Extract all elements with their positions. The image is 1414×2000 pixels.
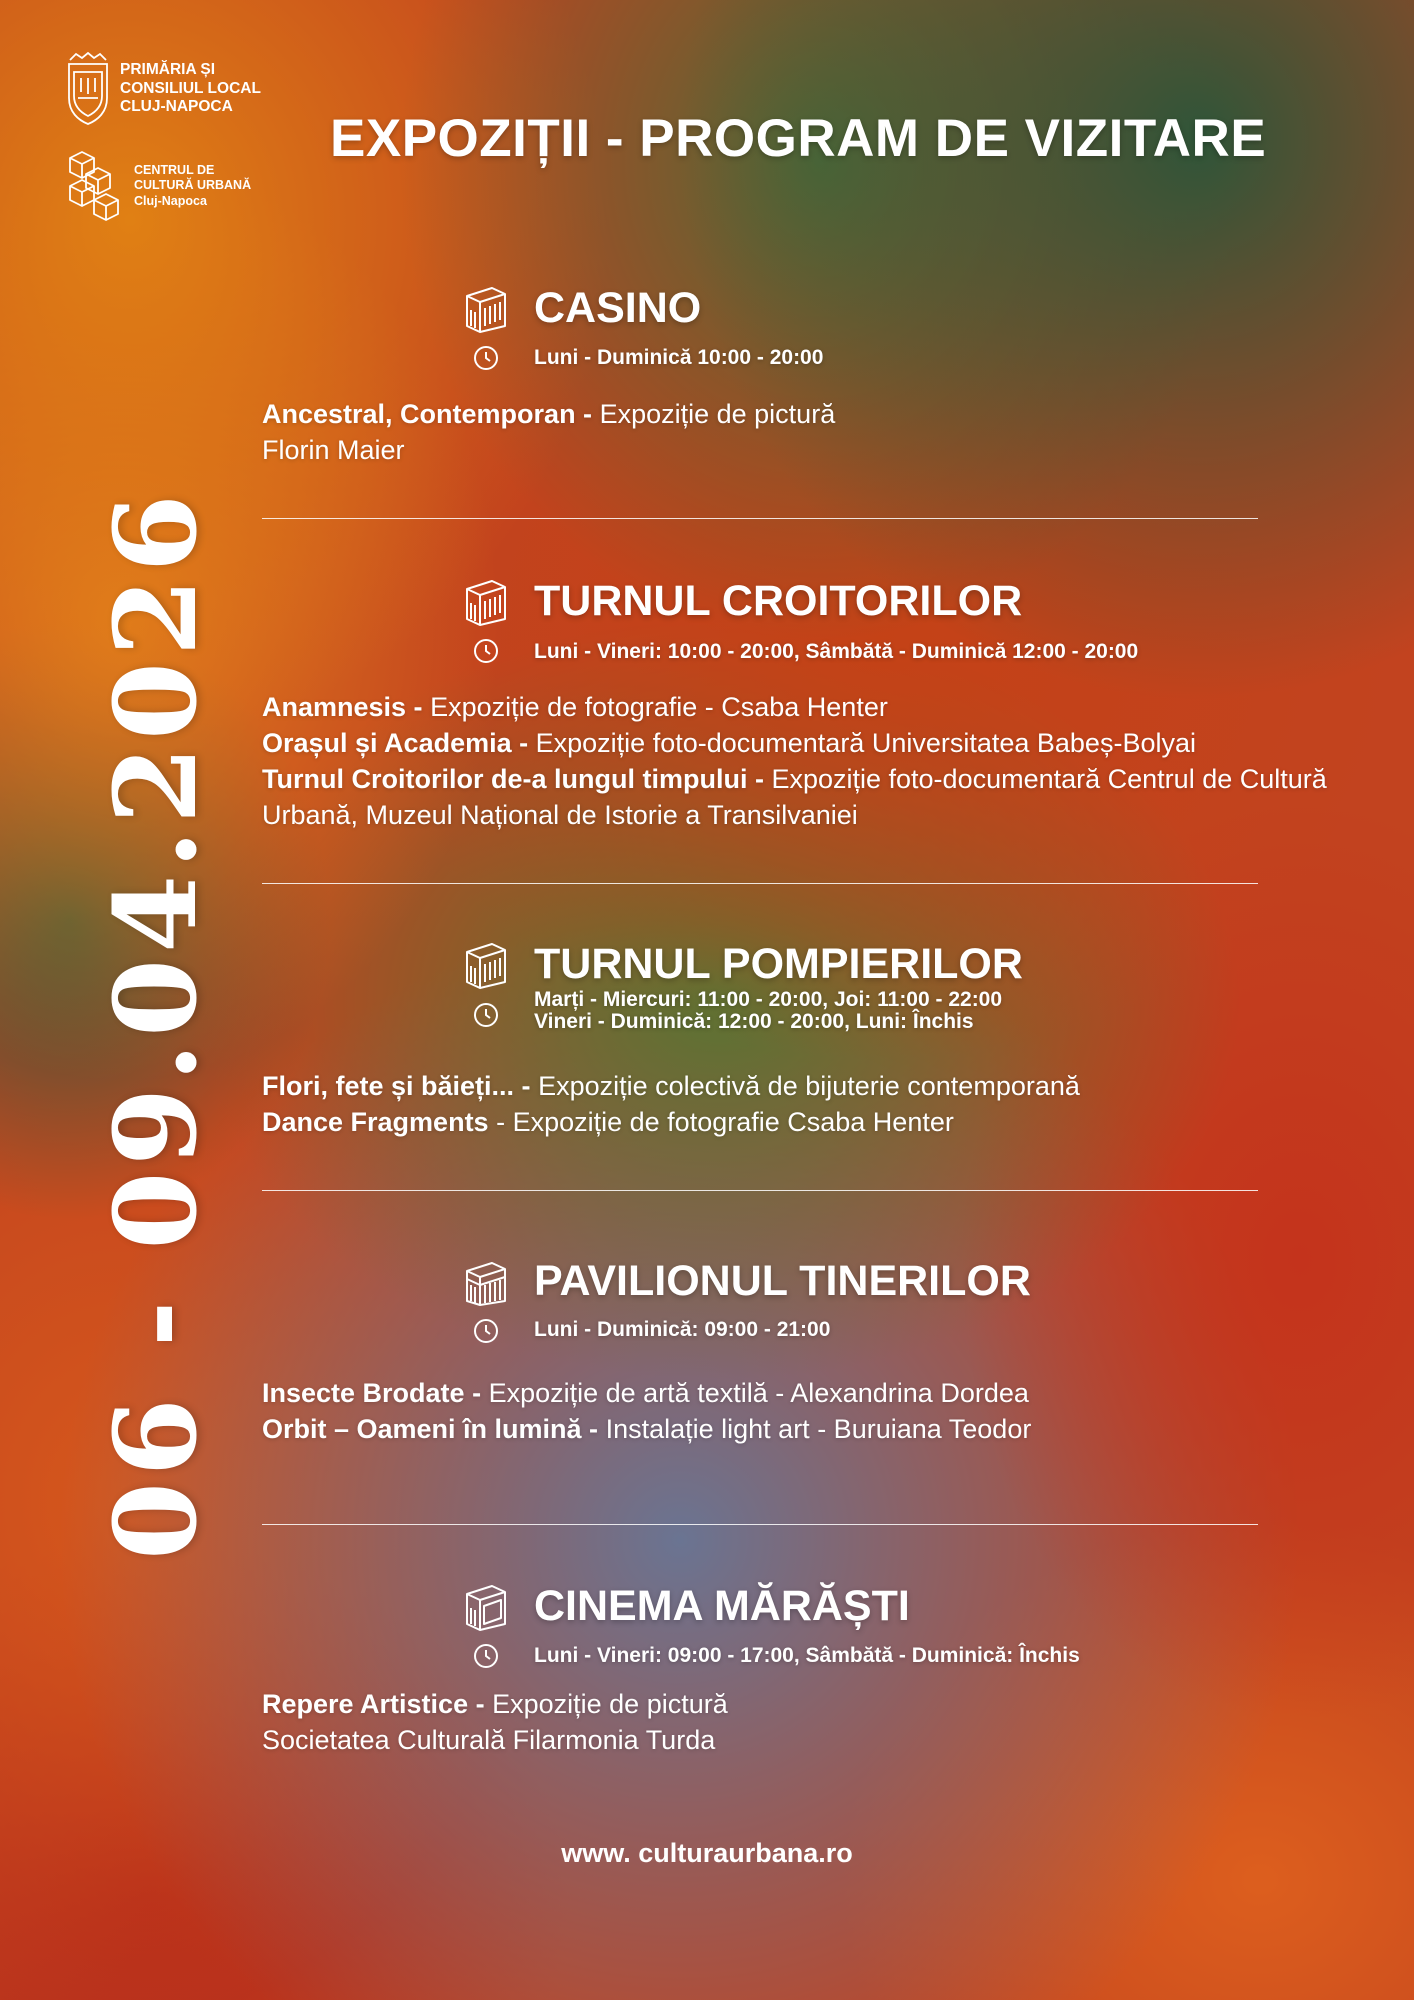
exhibit-description: Instalație light art - Buruiana Teodor <box>605 1414 1032 1444</box>
hours-line: Marți - Miercuri: 11:00 - 20:00, Joi: 11:00 - 22:00 <box>534 988 1003 1011</box>
clock-icon <box>472 344 500 372</box>
building-icon <box>464 938 508 990</box>
opening-hours <box>534 1318 830 1342</box>
exhibit-description: Florin Maier <box>262 435 405 465</box>
exhibit-title: Orbit – Oameni în lumină - <box>262 1414 599 1444</box>
logo-line: CLUJ-NAPOCA <box>120 98 233 116</box>
logo-line: PRIMĂRIA ȘI <box>120 60 216 78</box>
exhibit-description: Societatea Culturală Filarmonia Turda <box>262 1725 716 1755</box>
exhibit-item <box>262 761 1382 833</box>
hours-line: Luni - Vineri: 09:00 - 17:00, Sâmbătă - Duminică: Închis <box>534 1644 1080 1667</box>
exhibit-description: Expoziție de pictură <box>492 1689 728 1719</box>
opening-hours <box>534 1644 1080 1668</box>
exhibit-description: Expoziție de fotografie - Csaba Henter <box>430 692 888 722</box>
building-icon <box>464 575 508 627</box>
exhibit-item <box>262 396 1382 432</box>
venue-name: TURNUL CROITORILOR <box>534 577 1023 625</box>
opening-hours <box>534 989 1002 1033</box>
exhibit-title: Dance Fragments <box>262 1107 489 1137</box>
hours-line: Vineri - Duminică: 12:00 - 20:00, Luni: Închis <box>534 1010 974 1033</box>
venue-name: CINEMA MĂRĂȘTI <box>534 1582 910 1630</box>
hours-line: Luni - Vineri: 10:00 - 20:00, Sâmbătă - Duminică 12:00 - 20:00 <box>534 640 1139 663</box>
cubes-logo-icon <box>66 148 122 224</box>
primaria-logo <box>66 52 261 126</box>
coat-of-arms-icon <box>66 52 110 126</box>
opening-hours <box>534 640 1138 664</box>
exhibit-title: Insecte Brodate - <box>262 1378 482 1408</box>
opening-hours <box>534 346 823 370</box>
logo-line: CULTURĂ URBANĂ <box>134 178 252 193</box>
exhibit-item <box>262 689 1382 725</box>
logo-line: CONSILIUL LOCAL <box>120 79 261 97</box>
hours-line: Luni - Duminică 10:00 - 20:00 <box>534 346 824 369</box>
exhibit-item <box>262 1068 1382 1104</box>
cinema-building-icon <box>464 1580 508 1632</box>
exhibit-item <box>262 1104 1382 1140</box>
building-icon <box>464 282 508 334</box>
exhibit-title: Anamnesis - <box>262 692 423 722</box>
hours-line: Luni - Duminică: 09:00 - 21:00 <box>534 1318 831 1341</box>
exhibit-description: - Expoziție de fotografie Csaba Henter <box>496 1107 954 1137</box>
pavilion-icon <box>464 1255 508 1307</box>
exhibit-item <box>262 1375 1382 1411</box>
exhibit-list <box>262 1686 1382 1758</box>
venue-name: CASINO <box>534 284 702 332</box>
clock-icon <box>472 1001 500 1029</box>
exhibit-item <box>262 1722 1382 1758</box>
exhibit-item <box>262 725 1382 761</box>
ccu-logo <box>66 148 251 224</box>
logo-line: Cluj-Napoca <box>134 193 207 208</box>
clock-icon <box>472 1317 500 1345</box>
exhibit-list <box>262 1375 1382 1447</box>
exhibit-description: Expoziție colectivă de bijuterie contemporană <box>538 1071 1080 1101</box>
exhibit-description: Expoziție foto-documentară Universitatea Babeș-Bolyai <box>535 728 1196 758</box>
exhibit-description: Expoziție de artă textilă - Alexandrina Dordea <box>488 1378 1029 1408</box>
section-divider <box>262 1190 1258 1191</box>
date-range: 06 - 09.04.2026 <box>91 488 222 1560</box>
clock-icon <box>472 637 500 665</box>
exhibit-item <box>262 432 1382 468</box>
exhibit-title: Orașul și Academia - <box>262 728 529 758</box>
exhibit-item <box>262 1686 1382 1722</box>
exhibit-title: Ancestral, Contemporan - <box>262 399 593 429</box>
section-divider <box>262 1524 1258 1525</box>
exhibit-title: Turnul Croitorilor de-a lungul timpului - <box>262 764 764 794</box>
exhibit-description: Expoziție foto-documentară Centrul de Cultură Urbană, Muzeul Național de Istorie a Transilvaniei <box>262 764 1327 830</box>
logo-line: CENTRUL DE <box>134 163 215 178</box>
exhibit-list <box>262 396 1382 468</box>
exhibit-title: Flori, fete și băieți... - <box>262 1071 531 1101</box>
exhibit-list <box>262 1068 1382 1140</box>
exhibit-list <box>262 689 1382 833</box>
exhibit-item <box>262 1411 1382 1447</box>
primaria-logo-text <box>120 61 261 118</box>
clock-icon <box>472 1642 500 1670</box>
exhibit-description: Expoziție de pictură <box>599 399 836 429</box>
website-link[interactable]: www. culturaurbana.ro <box>561 1838 853 1868</box>
section-divider <box>262 518 1258 519</box>
exhibit-title: Repere Artistice - <box>262 1689 485 1719</box>
ccu-logo-text <box>134 163 251 209</box>
page-title: EXPOZIȚII - PROGRAM DE VIZITARE <box>330 109 1267 168</box>
venue-name: PAVILIONUL TINERILOR <box>534 1257 1031 1305</box>
venue-name: TURNUL POMPIERILOR <box>534 940 1023 988</box>
section-divider <box>262 883 1258 884</box>
